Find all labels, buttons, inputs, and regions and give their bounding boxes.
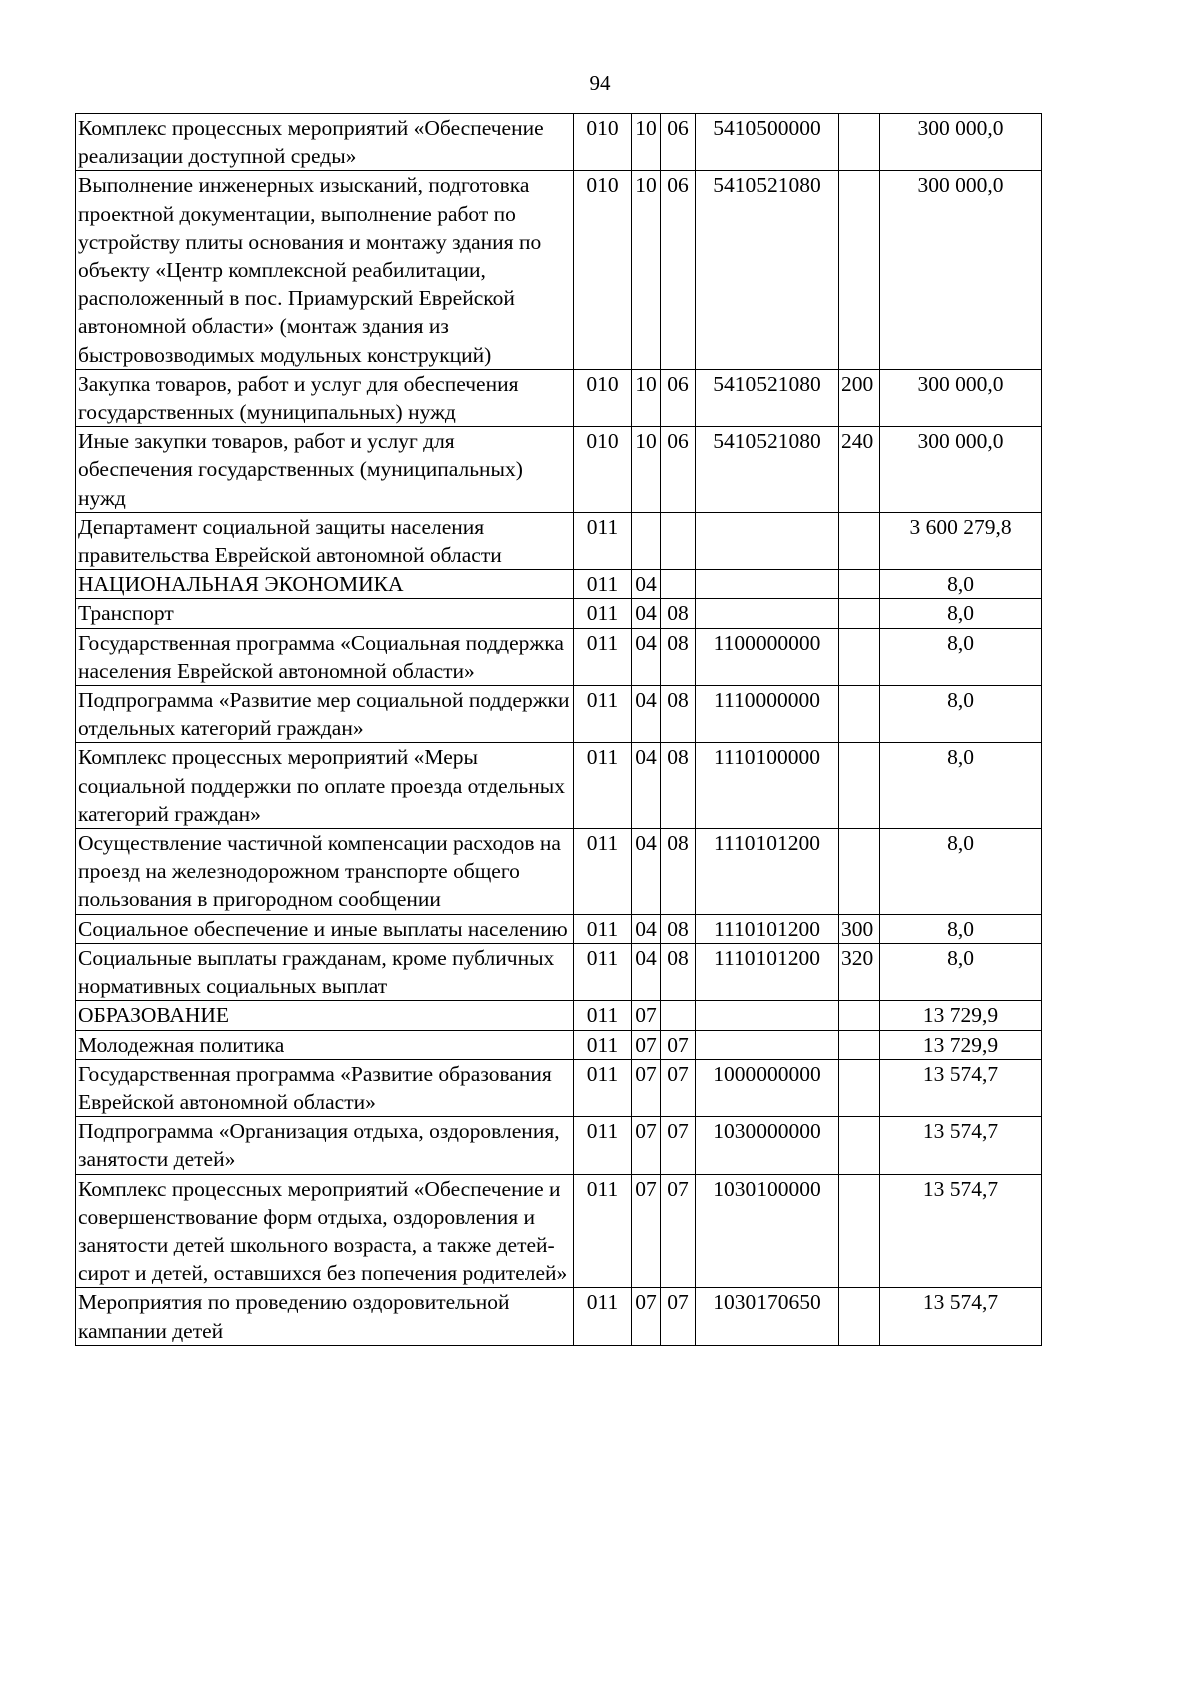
amount-cell: 300 000,0 xyxy=(880,171,1042,369)
amount-cell: 8,0 xyxy=(880,599,1042,628)
section-cell: 04 xyxy=(632,628,661,685)
section-cell: 10 xyxy=(632,427,661,513)
expense-type-cell xyxy=(839,114,880,171)
subsection-cell: 08 xyxy=(661,943,696,1000)
section-cell: 07 xyxy=(632,1059,661,1116)
name-cell: Подпрограмма «Развитие мер социальной поддержки отдельных категорий граждан» xyxy=(76,686,574,743)
expense-type-cell xyxy=(839,628,880,685)
target-article-cell: 1030170650 xyxy=(696,1288,839,1345)
expense-type-cell: 300 xyxy=(839,914,880,943)
subsection-cell: 08 xyxy=(661,686,696,743)
target-article-cell xyxy=(696,1001,839,1030)
ministry-code-cell: 010 xyxy=(574,369,632,426)
subsection-cell: 08 xyxy=(661,628,696,685)
expense-type-cell: 320 xyxy=(839,943,880,1000)
section-cell: 07 xyxy=(632,1117,661,1174)
table-row xyxy=(76,1117,1042,1174)
subsection-cell: 08 xyxy=(661,829,696,915)
amount-cell: 8,0 xyxy=(880,914,1042,943)
name-cell: Иные закупки товаров, работ и услуг для обеспечения государственных (муниципальных) нужд xyxy=(76,427,574,513)
ministry-code-cell: 011 xyxy=(574,1030,632,1059)
table-row xyxy=(76,427,1042,513)
target-article-cell xyxy=(696,570,839,599)
amount-cell: 8,0 xyxy=(880,943,1042,1000)
section-cell: 10 xyxy=(632,171,661,369)
expense-type-cell xyxy=(839,512,880,569)
ministry-code-cell: 011 xyxy=(574,686,632,743)
name-cell: Департамент социальной защиты населения правительства Еврейской автономной области xyxy=(76,512,574,569)
name-cell: Государственная программа «Развитие образования Еврейской автономной области» xyxy=(76,1059,574,1116)
expense-type-cell xyxy=(839,171,880,369)
ministry-code-cell: 010 xyxy=(574,114,632,171)
section-cell: 04 xyxy=(632,599,661,628)
section-cell: 04 xyxy=(632,914,661,943)
expense-type-cell xyxy=(839,686,880,743)
amount-cell: 8,0 xyxy=(880,829,1042,915)
name-cell: Подпрограмма «Организация отдыха, оздоровления, занятости детей» xyxy=(76,1117,574,1174)
amount-cell: 300 000,0 xyxy=(880,369,1042,426)
section-cell: 04 xyxy=(632,686,661,743)
target-article-cell: 1110101200 xyxy=(696,943,839,1000)
table-row xyxy=(76,171,1042,369)
ministry-code-cell: 011 xyxy=(574,914,632,943)
table-row xyxy=(76,1030,1042,1059)
subsection-cell: 07 xyxy=(661,1030,696,1059)
name-cell: Молодежная политика xyxy=(76,1030,574,1059)
amount-cell: 13 729,9 xyxy=(880,1001,1042,1030)
table-row xyxy=(76,1001,1042,1030)
expense-type-cell xyxy=(839,1174,880,1288)
amount-cell: 300 000,0 xyxy=(880,427,1042,513)
subsection-cell: 07 xyxy=(661,1059,696,1116)
subsection-cell xyxy=(661,1001,696,1030)
table-row xyxy=(76,686,1042,743)
expense-type-cell xyxy=(839,1288,880,1345)
expense-type-cell xyxy=(839,1059,880,1116)
target-article-cell: 1100000000 xyxy=(696,628,839,685)
table-row xyxy=(76,599,1042,628)
section-cell: 10 xyxy=(632,114,661,171)
subsection-cell: 08 xyxy=(661,743,696,829)
name-cell: Закупка товаров, работ и услуг для обеспечения государственных (муниципальных) нужд xyxy=(76,369,574,426)
subsection-cell: 06 xyxy=(661,171,696,369)
subsection-cell xyxy=(661,570,696,599)
name-cell: НАЦИОНАЛЬНАЯ ЭКОНОМИКА xyxy=(76,570,574,599)
section-cell: 04 xyxy=(632,829,661,915)
name-cell: Комплекс процессных мероприятий «Обеспечение реализации доступной среды» xyxy=(76,114,574,171)
expense-type-cell xyxy=(839,829,880,915)
target-article-cell: 1030000000 xyxy=(696,1117,839,1174)
table-row xyxy=(76,512,1042,569)
target-article-cell: 1110101200 xyxy=(696,829,839,915)
subsection-cell xyxy=(661,512,696,569)
target-article-cell: 1030100000 xyxy=(696,1174,839,1288)
ministry-code-cell: 011 xyxy=(574,1059,632,1116)
expense-type-cell xyxy=(839,1030,880,1059)
section-cell xyxy=(632,512,661,569)
table-row xyxy=(76,1174,1042,1288)
amount-cell: 8,0 xyxy=(880,570,1042,599)
target-article-cell: 5410521080 xyxy=(696,369,839,426)
subsection-cell: 07 xyxy=(661,1117,696,1174)
ministry-code-cell: 011 xyxy=(574,1001,632,1030)
ministry-code-cell: 010 xyxy=(574,171,632,369)
name-cell: Транспорт xyxy=(76,599,574,628)
subsection-cell: 06 xyxy=(661,427,696,513)
name-cell: Осуществление частичной компенсации расходов на проезд на железнодорожном транспорте общего пользования в пригородном сообщении xyxy=(76,829,574,915)
target-article-cell xyxy=(696,1030,839,1059)
target-article-cell: 5410500000 xyxy=(696,114,839,171)
name-cell: Выполнение инженерных изысканий, подготовка проектной документации, выполнение работ по устройству плиты основания и монтажу здания по объекту «Центр комплексной реабилитации, расположенный в пос. Приамурский Еврейской автономной области» (монтаж здания из быстровозводимых модульных конструкций) xyxy=(76,171,574,369)
subsection-cell: 07 xyxy=(661,1174,696,1288)
expense-type-cell xyxy=(839,743,880,829)
subsection-cell: 08 xyxy=(661,914,696,943)
target-article-cell: 1110000000 xyxy=(696,686,839,743)
table-row xyxy=(76,914,1042,943)
ministry-code-cell: 011 xyxy=(574,943,632,1000)
name-cell: ОБРАЗОВАНИЕ xyxy=(76,1001,574,1030)
ministry-code-cell: 011 xyxy=(574,512,632,569)
budget-table xyxy=(75,113,1042,1346)
expense-type-cell: 240 xyxy=(839,427,880,513)
section-cell: 04 xyxy=(632,743,661,829)
section-cell: 07 xyxy=(632,1030,661,1059)
amount-cell: 8,0 xyxy=(880,686,1042,743)
page-number: 94 xyxy=(589,71,611,95)
amount-cell: 13 574,7 xyxy=(880,1174,1042,1288)
name-cell: Комплекс процессных мероприятий «Меры социальной поддержки по оплате проезда отдельных категорий граждан» xyxy=(76,743,574,829)
section-cell: 10 xyxy=(632,369,661,426)
target-article-cell: 5410521080 xyxy=(696,171,839,369)
section-cell: 07 xyxy=(632,1001,661,1030)
amount-cell: 3 600 279,8 xyxy=(880,512,1042,569)
table-row xyxy=(76,114,1042,171)
table-row xyxy=(76,743,1042,829)
section-cell: 04 xyxy=(632,570,661,599)
target-article-cell: 1110101200 xyxy=(696,914,839,943)
amount-cell: 13 574,7 xyxy=(880,1117,1042,1174)
ministry-code-cell: 011 xyxy=(574,1174,632,1288)
expense-type-cell xyxy=(839,570,880,599)
name-cell: Мероприятия по проведению оздоровительной кампании детей xyxy=(76,1288,574,1345)
amount-cell: 300 000,0 xyxy=(880,114,1042,171)
subsection-cell: 07 xyxy=(661,1288,696,1345)
name-cell: Социальные выплаты гражданам, кроме публичных нормативных социальных выплат xyxy=(76,943,574,1000)
section-cell: 04 xyxy=(632,943,661,1000)
table-row xyxy=(76,943,1042,1000)
target-article-cell xyxy=(696,599,839,628)
ministry-code-cell: 011 xyxy=(574,743,632,829)
target-article-cell: 1000000000 xyxy=(696,1059,839,1116)
expense-type-cell xyxy=(839,599,880,628)
name-cell: Комплекс процессных мероприятий «Обеспечение и совершенствование форм отдыха, оздоровления и занятости детей школьного возраста, а также детей-сирот и детей, оставшихся без попечения родителей» xyxy=(76,1174,574,1288)
subsection-cell: 08 xyxy=(661,599,696,628)
table-row xyxy=(76,570,1042,599)
amount-cell: 13 574,7 xyxy=(880,1059,1042,1116)
table-row xyxy=(76,628,1042,685)
ministry-code-cell: 011 xyxy=(574,1117,632,1174)
table-row xyxy=(76,829,1042,915)
section-cell: 07 xyxy=(632,1174,661,1288)
table-row xyxy=(76,369,1042,426)
ministry-code-cell: 011 xyxy=(574,829,632,915)
ministry-code-cell: 011 xyxy=(574,570,632,599)
amount-cell: 13 729,9 xyxy=(880,1030,1042,1059)
table-row xyxy=(76,1288,1042,1345)
amount-cell: 13 574,7 xyxy=(880,1288,1042,1345)
expense-type-cell xyxy=(839,1117,880,1174)
ministry-code-cell: 011 xyxy=(574,1288,632,1345)
amount-cell: 8,0 xyxy=(880,743,1042,829)
subsection-cell: 06 xyxy=(661,114,696,171)
expense-type-cell: 200 xyxy=(839,369,880,426)
table-row xyxy=(76,1059,1042,1116)
name-cell: Социальное обеспечение и иные выплаты населению xyxy=(76,914,574,943)
name-cell: Государственная программа «Социальная поддержка населения Еврейской автономной области» xyxy=(76,628,574,685)
section-cell: 07 xyxy=(632,1288,661,1345)
table-body xyxy=(76,114,1042,1346)
ministry-code-cell: 011 xyxy=(574,628,632,685)
target-article-cell: 1110100000 xyxy=(696,743,839,829)
target-article-cell xyxy=(696,512,839,569)
expense-type-cell xyxy=(839,1001,880,1030)
amount-cell: 8,0 xyxy=(880,628,1042,685)
subsection-cell: 06 xyxy=(661,369,696,426)
ministry-code-cell: 011 xyxy=(574,599,632,628)
ministry-code-cell: 010 xyxy=(574,427,632,513)
target-article-cell: 5410521080 xyxy=(696,427,839,513)
